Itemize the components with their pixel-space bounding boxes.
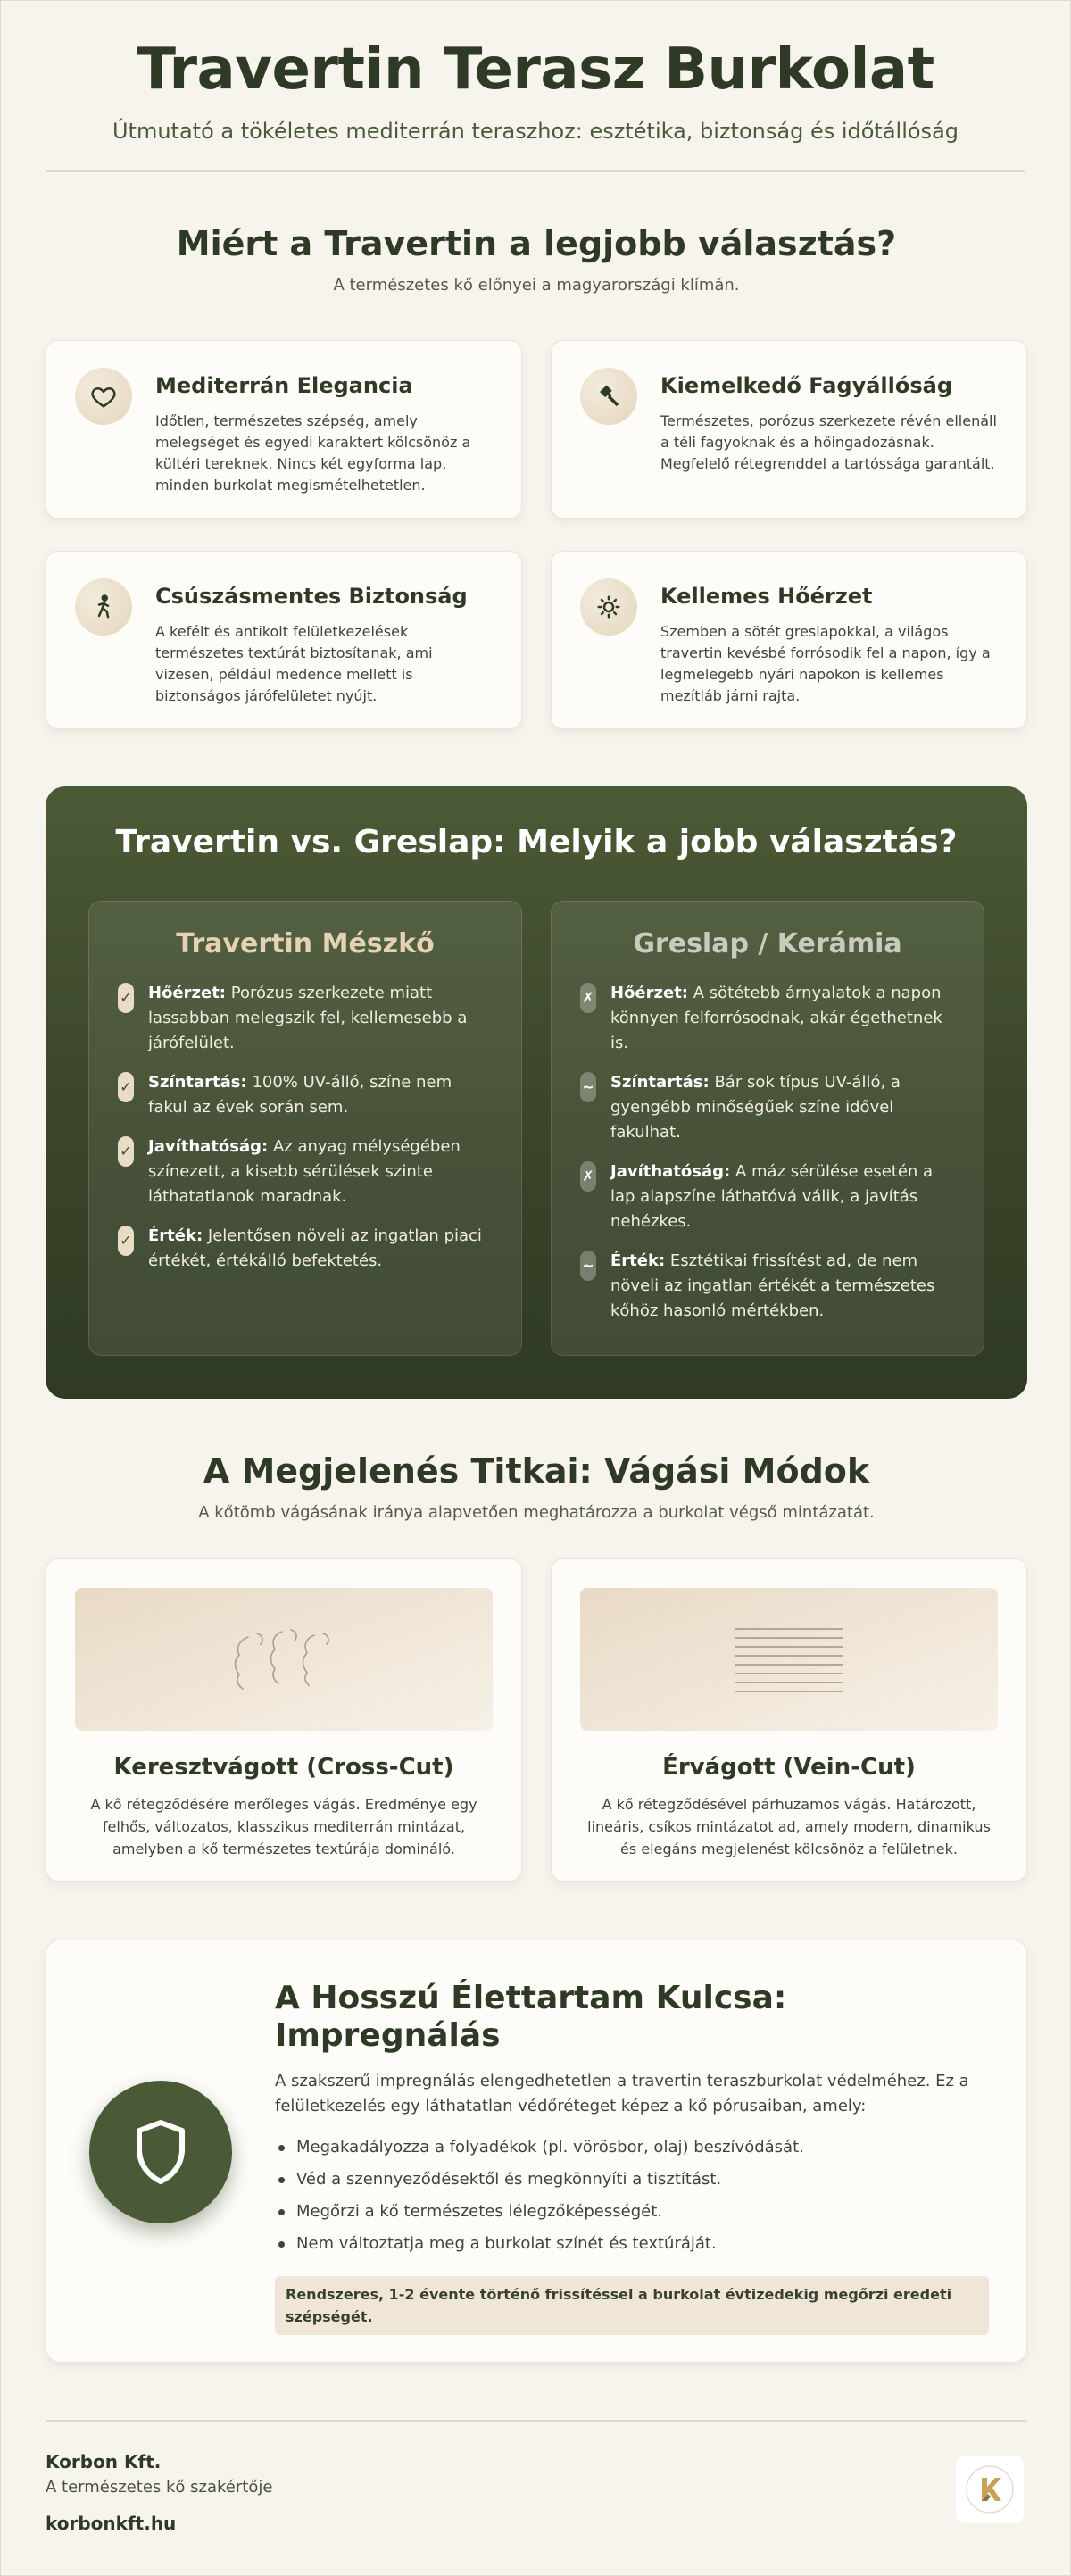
benefit-text: A kefélt és antikolt felületkezelések természetes textúrát biztosítanak, ami vizesen, például medence mellett is biztonságos járófelületet nyújt.: [155, 623, 433, 704]
tilde-icon: ~: [580, 1072, 596, 1102]
cut-title: Keresztvágott (Cross-Cut): [113, 1754, 454, 1781]
page-title: Travertin Terasz Burkolat: [137, 37, 934, 103]
list-item: Nem változtatja meg a burkolat színét és textúráját.: [275, 2228, 989, 2260]
item-label: Hőérzet:: [610, 984, 689, 1002]
cross-icon: ✗: [580, 983, 596, 1013]
item-text: Az anyag mélységében színezett, a kisebb sérülések szinte láthatatlanok maradnak.: [148, 1137, 461, 1206]
page-header: [1, 1, 1070, 144]
item-label: Javíthatóság:: [148, 1137, 269, 1156]
header-divider: [46, 170, 1025, 172]
comparison-item: [580, 981, 955, 1056]
check-icon: ✓: [118, 983, 134, 1013]
vein-cut-pattern-image: [580, 1588, 998, 1731]
benefit-text: Szemben a sötét greslapokkal, a világos travertin kevésbé forrósodik fel a napon, így a legmelegebb nyári napokon is kellemes mezítláb járni rajta.: [660, 623, 991, 704]
travertin-column: [88, 901, 522, 1356]
benefit-title: Mediterrán Elegancia: [155, 373, 413, 398]
list-item: Megőrzi a kő természetes lélegzőképességét.: [275, 2196, 989, 2228]
comparison-item: [118, 1224, 493, 1274]
cut-title: Érvágott (Vein-Cut): [662, 1754, 916, 1781]
sealing-section: [46, 1940, 1027, 2363]
greslap-title: Greslap / Kerámia: [633, 928, 902, 960]
sealing-title: A Hosszú Élettartam Kulcsa: Impregnálás: [275, 1980, 787, 2054]
cut-card-cross: [46, 1558, 522, 1882]
check-icon: ✓: [118, 1226, 134, 1256]
item-text: 100% UV-álló, színe nem fakul az évek során sem.: [148, 1073, 452, 1117]
comparison-item: [580, 1070, 955, 1145]
page-subtitle: Útmutató a tökéletes mediterrán teraszhoz: esztétika, biztonság és időtállóság: [112, 119, 959, 144]
cuts-title: A Megjelenés Titkai: Vágási Módok: [203, 1451, 870, 1491]
heart-icon: [75, 368, 132, 425]
comparison-item: [118, 1134, 493, 1209]
list-item: Véd a szennyeződésektől és megkönnyíti a tisztítást.: [275, 2164, 989, 2196]
sun-temperature-icon: [580, 578, 637, 636]
item-text: Porózus szerkezete miatt lassabban melegszik fel, kellemesebb a járófelület.: [148, 984, 468, 1052]
benefit-text: Időtlen, természetes szépség, amely melegséget és egyedi karaktert kölcsönöz a kültéri tereknek. Nincs két egyforma lap, minden burkolat megismételhetetlen.: [155, 412, 471, 494]
benefits-grid: [46, 340, 1027, 729]
cut-text: A kő rétegződésével párhuzamos vágás. Határozott, lineáris, csíkos mintázatot ad, amely modern, dinamikus és elegáns megjelenést kölcsönöz a felületnek.: [587, 1796, 991, 1857]
list-item: Megakadályozza a folyadékok (pl. vörösbor, olaj) beszívódását.: [275, 2131, 989, 2164]
website-link[interactable]: korbonkft.hu: [46, 2513, 177, 2534]
comparison-item: [580, 1249, 955, 1324]
hammer-icon: [580, 368, 637, 425]
maintenance-note: Rendszeres, 1-2 évente történő frissítéssel a burkolat évtizedekig megőrzi eredeti szépségét.: [275, 2276, 989, 2335]
company-logo: [956, 2456, 1024, 2523]
benefit-card-safety: [46, 551, 522, 729]
benefit-card-heat: [551, 551, 1027, 729]
benefit-text: Természetes, porózus szerkezete révén ellenáll a téli fagyoknak és a hőingadozásnak. Megfelelő rétegrenddel a tartóssága garantált.: [660, 412, 997, 472]
item-text: A sötétebb árnyalatok a napon könnyen felforrósodnak, akár égethetnek is.: [610, 984, 942, 1052]
cross-icon: ✗: [580, 1161, 596, 1192]
why-section-header: [1, 224, 1071, 295]
company-name: Korbon Kft.: [46, 2451, 162, 2472]
why-title: Miért a Travertin a legjobb választás?: [176, 224, 897, 263]
walking-person-icon: [75, 578, 132, 636]
comparison-title: Travertin vs. Greslap: Melyik a jobb választás?: [115, 824, 958, 860]
benefit-title: Kellemes Hőérzet: [660, 584, 873, 609]
comparison-item: [118, 1070, 493, 1120]
item-label: Érték:: [610, 1251, 666, 1270]
why-subtitle: A természetes kő előnyei a magyarországi klímán.: [333, 276, 740, 295]
greslap-column: [551, 901, 984, 1356]
travertin-title: Travertin Mészkő: [176, 928, 435, 960]
check-icon: ✓: [118, 1072, 134, 1102]
cuts-grid: [46, 1558, 1027, 1882]
sealing-intro: A szakszerű impregnálás elengedhetetlen a travertin teraszburkolat védelméhez. Ez a felületkezelés egy láthatatlan védőréteget képez a kő pórusaiban, amely:: [275, 2072, 969, 2115]
comparison-item: [118, 981, 493, 1056]
benefit-card-frost: [551, 340, 1027, 519]
item-text: Bár sok típus UV-álló, a gyengébb minőségűek színe idővel fakulhat.: [610, 1073, 901, 1142]
item-label: Hőérzet:: [148, 984, 227, 1002]
cut-card-vein: [551, 1558, 1027, 1882]
item-text: Jelentősen növeli az ingatlan piaci értékét, értékálló befektetés.: [148, 1226, 482, 1270]
item-label: Színtartás:: [610, 1073, 710, 1092]
benefit-title: Csúszásmentes Biztonság: [155, 584, 468, 609]
benefit-title: Kiemelkedő Fagyállóság: [660, 373, 953, 398]
comparison-item: [580, 1159, 955, 1234]
tilde-icon: ~: [580, 1251, 596, 1281]
footer-divider: [46, 2420, 1027, 2422]
company-tagline: A természetes kő szakértője: [46, 2478, 273, 2497]
sealing-benefits-list: [275, 2131, 989, 2260]
item-label: Javíthatóság:: [610, 1162, 731, 1181]
item-label: Színtartás:: [148, 1073, 247, 1092]
item-label: Érték:: [148, 1226, 203, 1245]
item-text: A máz sérülése esetén a lap alapszíne láthatóvá válik, a javítás nehézkes.: [610, 1162, 934, 1231]
benefit-card-elegance: [46, 340, 522, 519]
item-text: Esztétikai frissítést ad, de nem növeli az ingatlan értékét a természetes kőhöz hasonló mértékben.: [610, 1251, 935, 1320]
comparison-section: [46, 786, 1027, 1399]
shield-icon: [89, 2081, 232, 2223]
cuts-subtitle: A kőtömb vágásának iránya alapvetően meghatározza a burkolat végső mintázatát.: [198, 1503, 875, 1522]
cuts-section-header: [1, 1451, 1071, 1522]
footer: [46, 2451, 272, 2534]
check-icon: ✓: [118, 1136, 134, 1167]
cut-text: A kő rétegződésére merőleges vágás. Eredménye egy felhős, változatos, klasszikus mediterrán mintázat, amelyben a kő természetes textúrája domináló.: [90, 1796, 477, 1857]
cross-cut-pattern-image: [75, 1588, 493, 1731]
